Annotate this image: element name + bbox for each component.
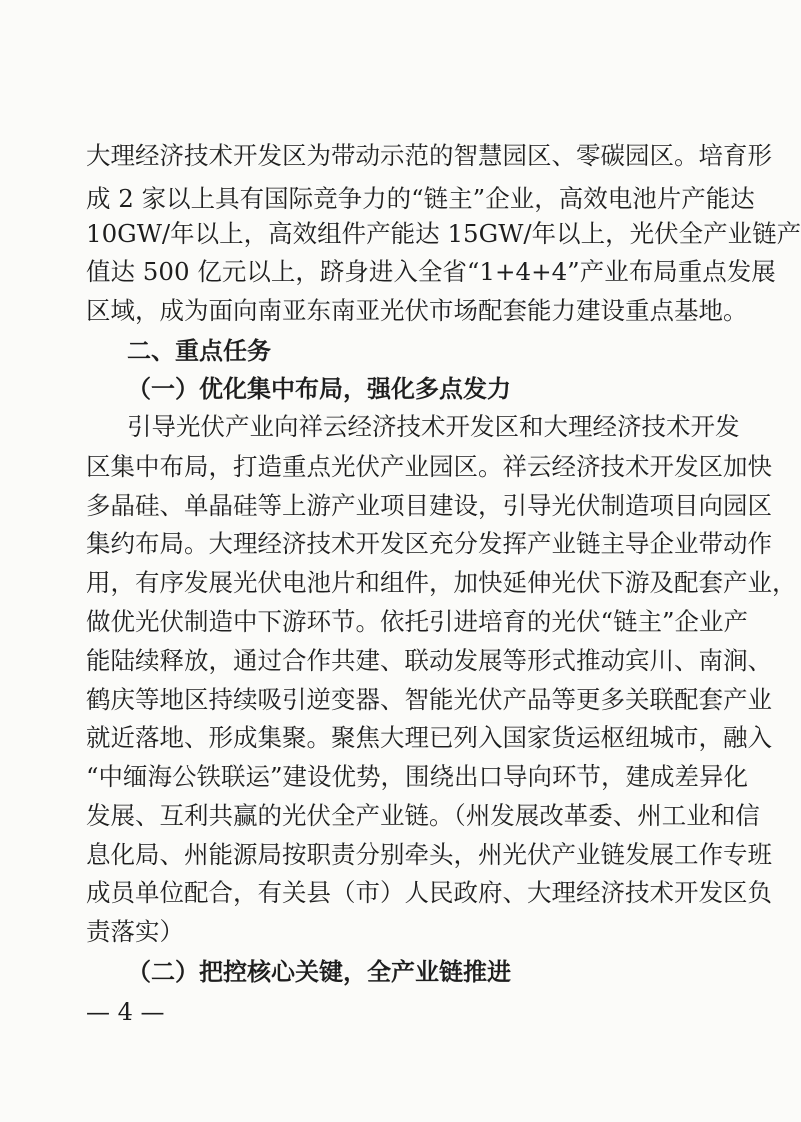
paragraph-1-line-5: 区域，成为面向南亚东南亚光伏市场配套能力建设重点基地。: [86, 296, 748, 325]
paragraph-2-line-4: 集约布局。大理经济技术开发区充分发挥产业链主导企业带动作: [86, 529, 772, 558]
paragraph-1-line-3: 10GW/年以上，高效组件产能达 15GW/年以上，光伏全产业链产: [86, 219, 801, 248]
section-heading: 二、重点任务: [127, 337, 271, 365]
paragraph-2-line-7: 能陆续释放，通过合作共建、联动发展等形式推动宾川、南涧、: [86, 646, 772, 675]
paragraph-2-line-13: 成员单位配合，有关县（市）人民政府、大理经济技术开发区负: [86, 878, 772, 907]
paragraph-2-line-11: 发展、互利共赢的光伏全产业链。（州发展改革委、州工业和信: [86, 801, 760, 830]
paragraph-2-line-12: 息化局、州能源局按职责分别牵头，州光伏产业链发展工作专班: [86, 840, 772, 869]
paragraph-2-line-3: 多晶硅、单晶硅等上游产业项目建设，引导光伏制造项目向园区: [86, 491, 772, 520]
paragraph-2-line-8: 鹤庆等地区持续吸引逆变器、智能光伏产品等更多关联配套产业: [86, 685, 772, 714]
paragraph-1-line-1: 大理经济技术开发区为带动示范的智慧园区、零碳园区。培育形: [86, 141, 772, 170]
paragraph-2-line-5: 用，有序发展光伏电池片和组件，加快延伸光伏下游及配套产业，: [86, 568, 797, 597]
paragraph-2-line-6: 做优光伏制造中下游环节。依托引进培育的光伏“链主”企业产: [86, 607, 749, 636]
paragraph-2-line-1: 引导光伏产业向祥云经济技术开发区和大理经济技术开发: [127, 412, 740, 441]
paragraph-1-line-2: 成 2 家以上具有国际竞争力的“链主”企业，高效电池片产能达: [86, 184, 755, 213]
page-number: — 4 —: [86, 998, 165, 1026]
subheading-2: （二）把控核心关键，全产业链推进: [127, 957, 511, 986]
paragraph-1-line-4: 值达 500 亿元以上，跻身进入全省“1+4+4”产业布局重点发展: [86, 257, 776, 286]
paragraph-2-line-14: 责落实）: [86, 917, 184, 946]
subheading-1: （一）优化集中布局，强化多点发力: [127, 374, 511, 403]
paragraph-2-line-9: 就近落地、形成集聚。聚焦大理已列入国家货运枢纽城市，融入: [86, 723, 772, 752]
paragraph-2-line-10: “中缅海公铁联运”建设优势，围绕出口导向环节，建成差异化: [86, 762, 749, 791]
paragraph-2-line-2: 区集中布局，打造重点光伏产业园区。祥云经济技术开发区加快: [86, 452, 772, 481]
